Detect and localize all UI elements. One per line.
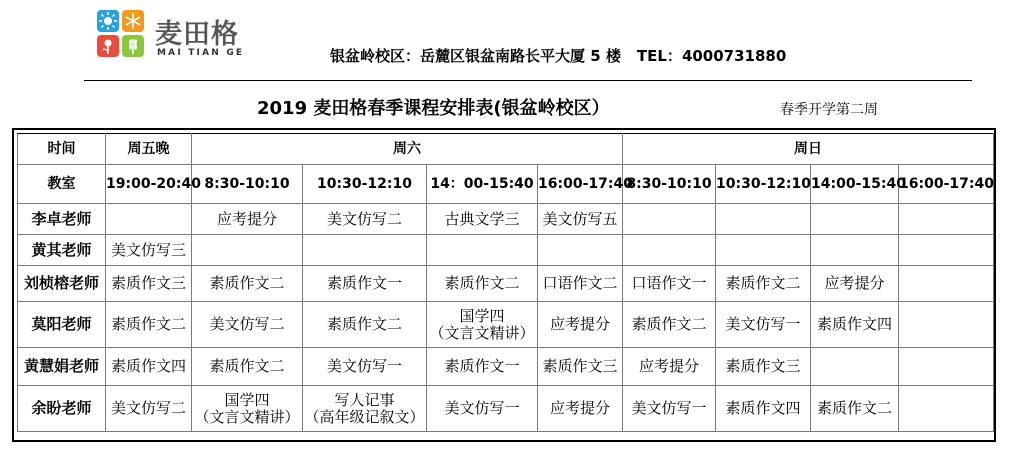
course-cell: 口语作文二	[538, 266, 623, 302]
course-cell: 美文仿写一	[303, 348, 427, 386]
course-cell: 素质作文二	[623, 302, 716, 348]
course-cell	[427, 302, 538, 348]
course-cell: 素质作文二	[192, 348, 303, 386]
course-cell: 美文仿写一	[623, 386, 716, 432]
slot-header: 8:30-10:10	[192, 165, 303, 204]
course-cell: 应考提分	[623, 348, 716, 386]
room-header: 教室	[18, 165, 106, 204]
header-row-slots	[18, 165, 994, 204]
teacher-name: 刘桢榕老师	[18, 266, 106, 302]
course-cell	[899, 348, 994, 386]
course-cell	[623, 235, 716, 266]
table-row	[18, 302, 994, 348]
course-cell	[303, 235, 427, 266]
course-cell: 口语作文一	[623, 266, 716, 302]
day-header-sat: 周六	[192, 134, 623, 165]
course-cell: 美文仿写一	[427, 386, 538, 432]
flower-icon	[97, 35, 119, 57]
slot-header: 10:30-12:10	[716, 165, 811, 204]
course-cell	[811, 348, 899, 386]
table-row	[18, 348, 994, 386]
course-cell: 素质作文二	[192, 266, 303, 302]
course-cell: 美文仿写五	[538, 204, 623, 235]
day-header-fri: 周五晚	[106, 134, 192, 165]
course-cell	[899, 266, 994, 302]
brand-logo	[97, 10, 257, 66]
course-cell	[192, 386, 303, 432]
course-cell: 素质作文三	[106, 266, 192, 302]
course-cell	[623, 204, 716, 235]
course-cell: 素质作文二	[427, 266, 538, 302]
course-cell	[899, 235, 994, 266]
day-header-sun: 周日	[623, 134, 994, 165]
table-row	[18, 235, 994, 266]
schedule-table	[17, 133, 994, 432]
course-name: 国学四	[224, 390, 270, 409]
course-name: 写人记事	[334, 390, 395, 409]
course-cell: 素质作文一	[427, 348, 538, 386]
logo-name-cn: 麦田格	[155, 19, 239, 50]
course-cell	[192, 235, 303, 266]
campus-address-line	[330, 45, 786, 66]
table-row	[18, 386, 994, 432]
logo-tiles	[97, 10, 147, 60]
schedule-title: 2019 麦田格春季课程安排表(银盆岭校区）	[257, 98, 610, 119]
slot-header: 10:30-12:10	[303, 165, 427, 204]
course-cell: 美文仿写二	[106, 386, 192, 432]
course-cell: 应考提分	[538, 386, 623, 432]
schedule-table-frame	[12, 128, 996, 442]
course-cell	[811, 235, 899, 266]
table-row	[18, 204, 994, 235]
course-subtitle: （文言文精讲）	[429, 323, 535, 342]
course-cell: 美文仿写三	[106, 235, 192, 266]
course-cell	[899, 204, 994, 235]
teacher-name: 余盼老师	[18, 386, 106, 432]
slot-header: 16:00-17:40	[538, 165, 623, 204]
header-row-days	[18, 134, 994, 165]
course-cell	[716, 204, 811, 235]
course-cell: 素质作文四	[106, 348, 192, 386]
week-label: 春季开学第二周	[780, 102, 878, 118]
course-cell	[716, 235, 811, 266]
course-cell: 应考提分	[811, 266, 899, 302]
course-cell: 应考提分	[538, 302, 623, 348]
campus-address: 银盆岭校区：岳麓区银盆南路长平大厦 5 楼	[330, 47, 621, 65]
course-cell	[811, 204, 899, 235]
course-cell: 美文仿写二	[303, 204, 427, 235]
course-cell: 素质作文三	[716, 348, 811, 386]
course-cell: 古典文学三	[427, 204, 538, 235]
course-subtitle: （文言文精讲）	[194, 407, 300, 426]
header-divider	[84, 80, 972, 81]
course-cell: 素质作文一	[303, 266, 427, 302]
course-subtitle: （高年级记叙文）	[304, 407, 425, 426]
course-cell	[106, 204, 192, 235]
course-cell: 素质作文二	[106, 302, 192, 348]
course-cell: 素质作文四	[811, 302, 899, 348]
wheat-icon	[122, 35, 144, 57]
teacher-name: 黄其老师	[18, 235, 106, 266]
teacher-name: 李卓老师	[18, 204, 106, 235]
course-cell: 素质作文二	[811, 386, 899, 432]
course-name: 国学四	[459, 306, 505, 325]
sun-icon	[97, 10, 119, 32]
time-header: 时间	[18, 134, 106, 165]
course-cell	[899, 386, 994, 432]
course-cell	[899, 302, 994, 348]
course-cell: 素质作文三	[538, 348, 623, 386]
course-cell: 美文仿写一	[716, 302, 811, 348]
logo-name-en: MAI TIAN GE	[157, 48, 245, 58]
slot-header: 16:00-17:40	[899, 165, 994, 204]
course-cell	[303, 386, 427, 432]
course-cell: 素质作文二	[716, 266, 811, 302]
course-cell: 素质作文二	[303, 302, 427, 348]
slot-header: 14:00-15:40	[811, 165, 899, 204]
slot-header: 19:00-20:40	[106, 165, 192, 204]
teacher-name: 莫阳老师	[18, 302, 106, 348]
slot-header: 14：00-15:40	[427, 165, 538, 204]
table-row	[18, 266, 994, 302]
tel-number: 4000731880	[681, 47, 787, 65]
course-cell: 美文仿写二	[192, 302, 303, 348]
snowflake-icon	[122, 10, 144, 32]
tel-label: TEL：	[636, 47, 682, 65]
slot-header: 8:30-10:10	[623, 165, 716, 204]
teacher-name: 黄慧娟老师	[18, 348, 106, 386]
course-cell: 素质作文四	[716, 386, 811, 432]
course-cell	[427, 235, 538, 266]
course-cell	[538, 235, 623, 266]
course-cell: 应考提分	[192, 204, 303, 235]
